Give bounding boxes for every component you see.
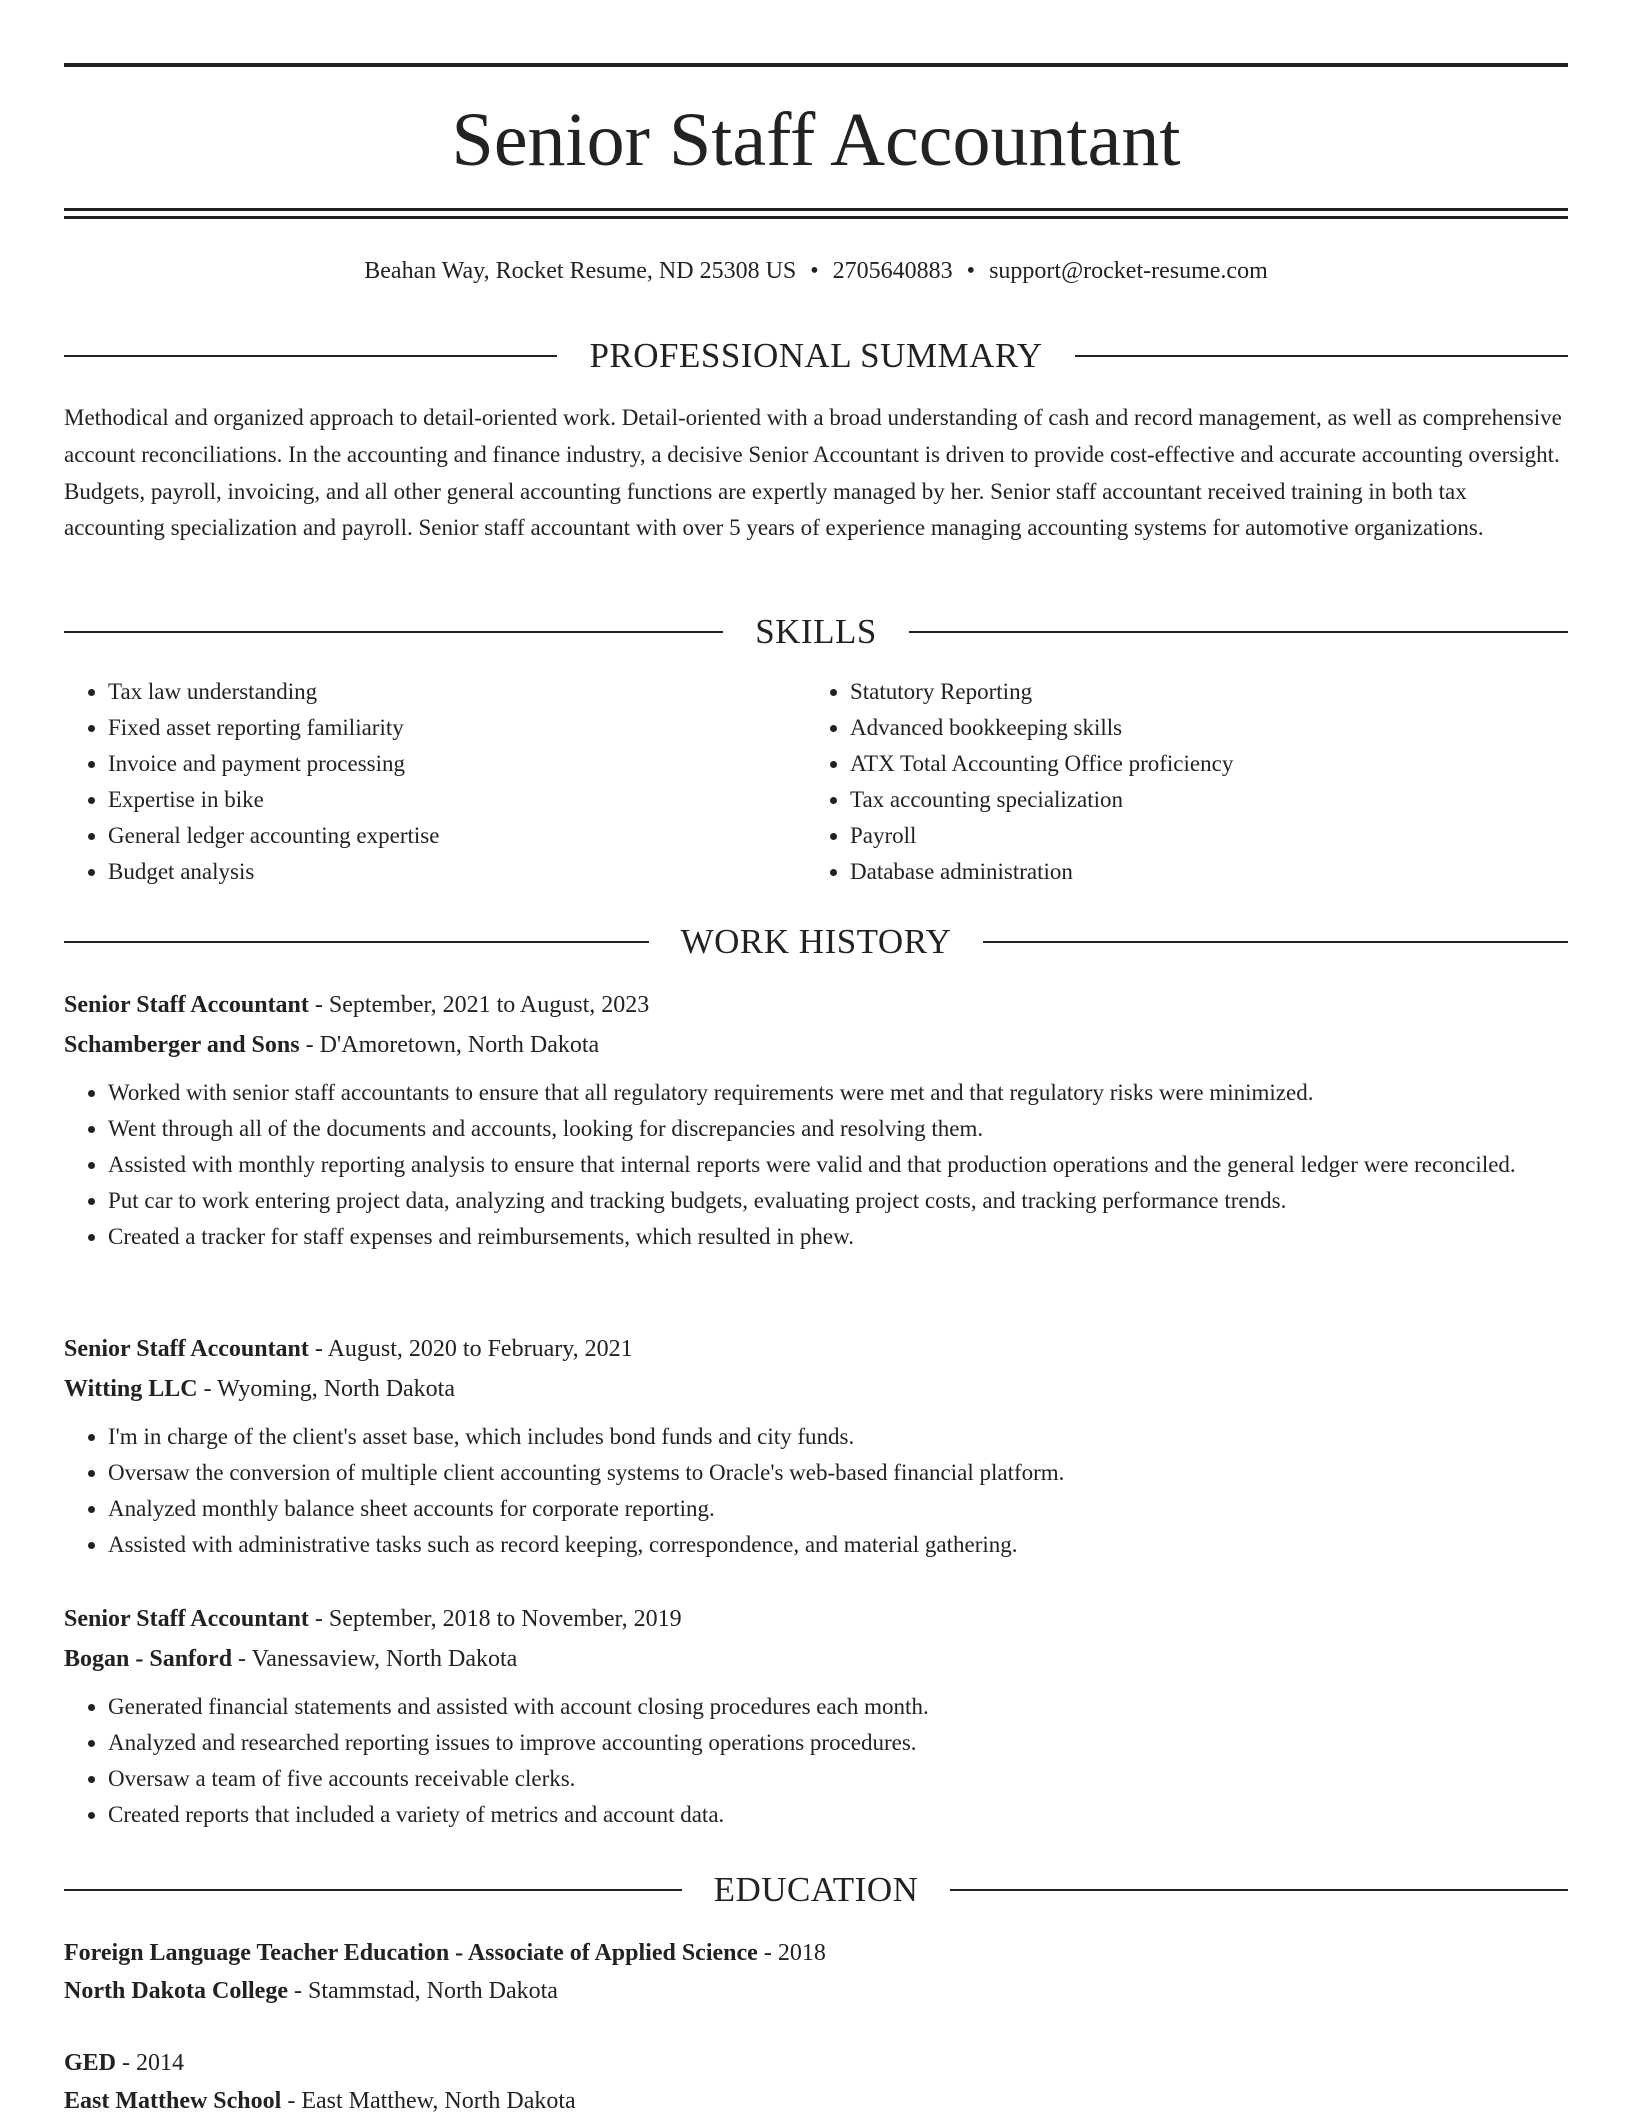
job-bullet: • Worked with senior staff accountants to ensure that all regulatory requirements were met and that regulatory risks were minimized. <box>108 1075 1568 1111</box>
contact-phone: 2705640883 <box>832 258 953 284</box>
header-double-rule-lower <box>64 216 1568 219</box>
job-bullets <box>64 1689 1568 1833</box>
skills-column-left <box>64 674 806 890</box>
section-title: WORK HISTORY <box>680 922 952 961</box>
skills-list <box>64 674 1568 890</box>
dash: - <box>232 1646 252 1672</box>
job-company: Witting LLC <box>64 1376 198 1402</box>
job-dates: August, 2020 to February, 2021 <box>327 1336 633 1362</box>
skill-item: • Expertise in bike <box>108 782 806 818</box>
education-school: East Matthew School <box>64 2088 282 2114</box>
dash: - <box>308 1606 329 1632</box>
dash: - <box>197 1376 218 1402</box>
section-rule <box>64 941 649 943</box>
education-entry <box>64 2044 1568 2120</box>
section-title: SKILLS <box>755 612 877 651</box>
education-degree: GED <box>64 2050 117 2076</box>
dash: - <box>116 2050 137 2076</box>
job-bullet: • Oversaw a team of five accounts receivable clerks. <box>108 1761 1568 1797</box>
job-bullet: • Went through all of the documents and accounts, looking for discrepancies and resolving them. <box>108 1111 1568 1147</box>
job-bullet: • Analyzed monthly balance sheet accounts for corporate reporting. <box>108 1491 1568 1527</box>
job-title-line <box>64 1329 1568 1369</box>
job-title-line <box>64 985 1568 1025</box>
skill-item: • General ledger accounting expertise <box>108 818 806 854</box>
dash: - <box>308 1336 328 1362</box>
skill-item: • ATX Total Accounting Office proficiency <box>850 746 1548 782</box>
education-location: Stammstad, North Dakota <box>307 1978 558 2004</box>
skill-item: • Database administration <box>850 854 1548 890</box>
section-heading-work-history <box>64 920 1568 964</box>
skill-item: • Tax law understanding <box>108 674 806 710</box>
education-entry <box>64 1934 1568 2010</box>
section-heading-summary <box>64 334 1568 378</box>
job-bullets <box>64 1075 1568 1255</box>
skill-item: • Invoice and payment processing <box>108 746 806 782</box>
section-rule <box>64 631 723 633</box>
job-location: D'Amoretown, North Dakota <box>319 1032 600 1058</box>
section-rule <box>983 941 1568 943</box>
section-title: EDUCATION <box>713 1870 919 1909</box>
education-school: North Dakota College <box>64 1978 288 2004</box>
job-company-line <box>64 1369 1568 1409</box>
education-year: 2018 <box>777 1940 826 1966</box>
section-rule <box>64 1889 682 1891</box>
education-year: 2014 <box>136 2050 185 2076</box>
education-school-line <box>64 2082 1568 2120</box>
job-dates: September, 2021 to August, 2023 <box>328 992 650 1018</box>
dash: - <box>287 1978 308 2004</box>
job-bullets <box>64 1419 1568 1563</box>
section-rule <box>1075 355 1568 357</box>
section-rule <box>64 355 557 357</box>
job-bullet: • I'm in charge of the client's asset base, which includes bond funds and city funds. <box>108 1419 1568 1455</box>
job-title: Senior Staff Accountant <box>64 992 309 1018</box>
section-title: PROFESSIONAL SUMMARY <box>589 336 1043 375</box>
job-company: Bogan - Sanford <box>64 1646 233 1672</box>
contact-line <box>64 254 1568 288</box>
education-location: East Matthew, North Dakota <box>301 2088 576 2114</box>
skill-item: • Fixed asset reporting familiarity <box>108 710 806 746</box>
section-heading-education <box>64 1868 1568 1912</box>
job-location: Wyoming, North Dakota <box>217 1376 455 1402</box>
contact-separator: • <box>966 258 976 284</box>
section-rule <box>909 631 1568 633</box>
job-entry <box>64 985 1568 1255</box>
skill-item: • Tax accounting specialization <box>850 782 1548 818</box>
job-title: Senior Staff Accountant <box>64 1606 309 1632</box>
education-degree-line <box>64 2044 1568 2082</box>
dash: - <box>299 1032 320 1058</box>
education-degree-line <box>64 1934 1568 1972</box>
job-company-line <box>64 1025 1568 1065</box>
job-entry <box>64 1599 1568 1833</box>
section-heading-skills <box>64 610 1568 654</box>
contact-separator: • <box>810 258 819 284</box>
header-top-rule <box>64 63 1568 67</box>
job-title-line <box>64 1599 1568 1639</box>
summary-paragraph: Methodical and organized approach to detail-oriented work. Detail-oriented with a broad understanding of cash and record management, as well as comprehensive account reconciliations. In the accounting and finance industry, a decisive Senior Accountant is driven to provide cost-effective and accurate accounting oversight. Budgets, payroll, invoicing, and all other general accounting functions are expertly managed by her. Senior staff accountant received training in both tax accounting specialization and payroll. Senior staff accountant with over 5 years of experience managing accounting systems for automotive organizations. <box>64 405 1562 541</box>
dash: - <box>757 1940 778 1966</box>
dash: - <box>281 2088 302 2114</box>
education-school-line <box>64 1972 1568 2010</box>
dash: - <box>308 992 329 1018</box>
skill-item: • Budget analysis <box>108 854 806 890</box>
section-rule <box>950 1889 1568 1891</box>
job-company-line <box>64 1639 1568 1679</box>
job-bullet: • Created a tracker for staff expenses and reimbursements, which resulted in phew. <box>108 1219 1568 1255</box>
job-bullet: • Assisted with administrative tasks such as record keeping, correspondence, and material gathering. <box>108 1527 1568 1563</box>
job-bullet: • Analyzed and researched reporting issues to improve accounting operations procedures. <box>108 1725 1568 1761</box>
contact-address: Beahan Way, Rocket Resume, ND 25308 US <box>364 258 797 284</box>
job-bullet: • Assisted with monthly reporting analysis to ensure that internal reports were valid and that production operations and the general ledger were reconciled. <box>108 1147 1568 1183</box>
job-location: Vanessaview, North Dakota <box>251 1646 518 1672</box>
skill-item: • Advanced bookkeeping skills <box>850 710 1548 746</box>
contact-email: support@rocket-resume.com <box>989 258 1268 284</box>
skill-item: • Payroll <box>850 818 1548 854</box>
job-bullet: • Put car to work entering project data, analyzing and tracking budgets, evaluating project costs, and tracking performance trends. <box>108 1183 1568 1219</box>
job-entry <box>64 1329 1568 1563</box>
header-double-rule-upper <box>64 208 1568 211</box>
resume-name: Senior Staff Accountant <box>451 98 1181 182</box>
job-company: Schamberger and Sons <box>64 1032 300 1058</box>
job-bullet: • Generated financial statements and assisted with account closing procedures each month. <box>108 1689 1568 1725</box>
skill-item: • Statutory Reporting <box>850 674 1548 710</box>
job-bullet: • Oversaw the conversion of multiple client accounting systems to Oracle's web-based financial platform. <box>108 1455 1568 1491</box>
job-dates: September, 2018 to November, 2019 <box>328 1606 682 1632</box>
skills-column-right <box>806 674 1548 890</box>
job-bullet: • Created reports that included a variety of metrics and account data. <box>108 1797 1568 1833</box>
job-title: Senior Staff Accountant <box>64 1336 309 1362</box>
education-degree: Foreign Language Teacher Education - Associate of Applied Science <box>64 1940 758 1966</box>
